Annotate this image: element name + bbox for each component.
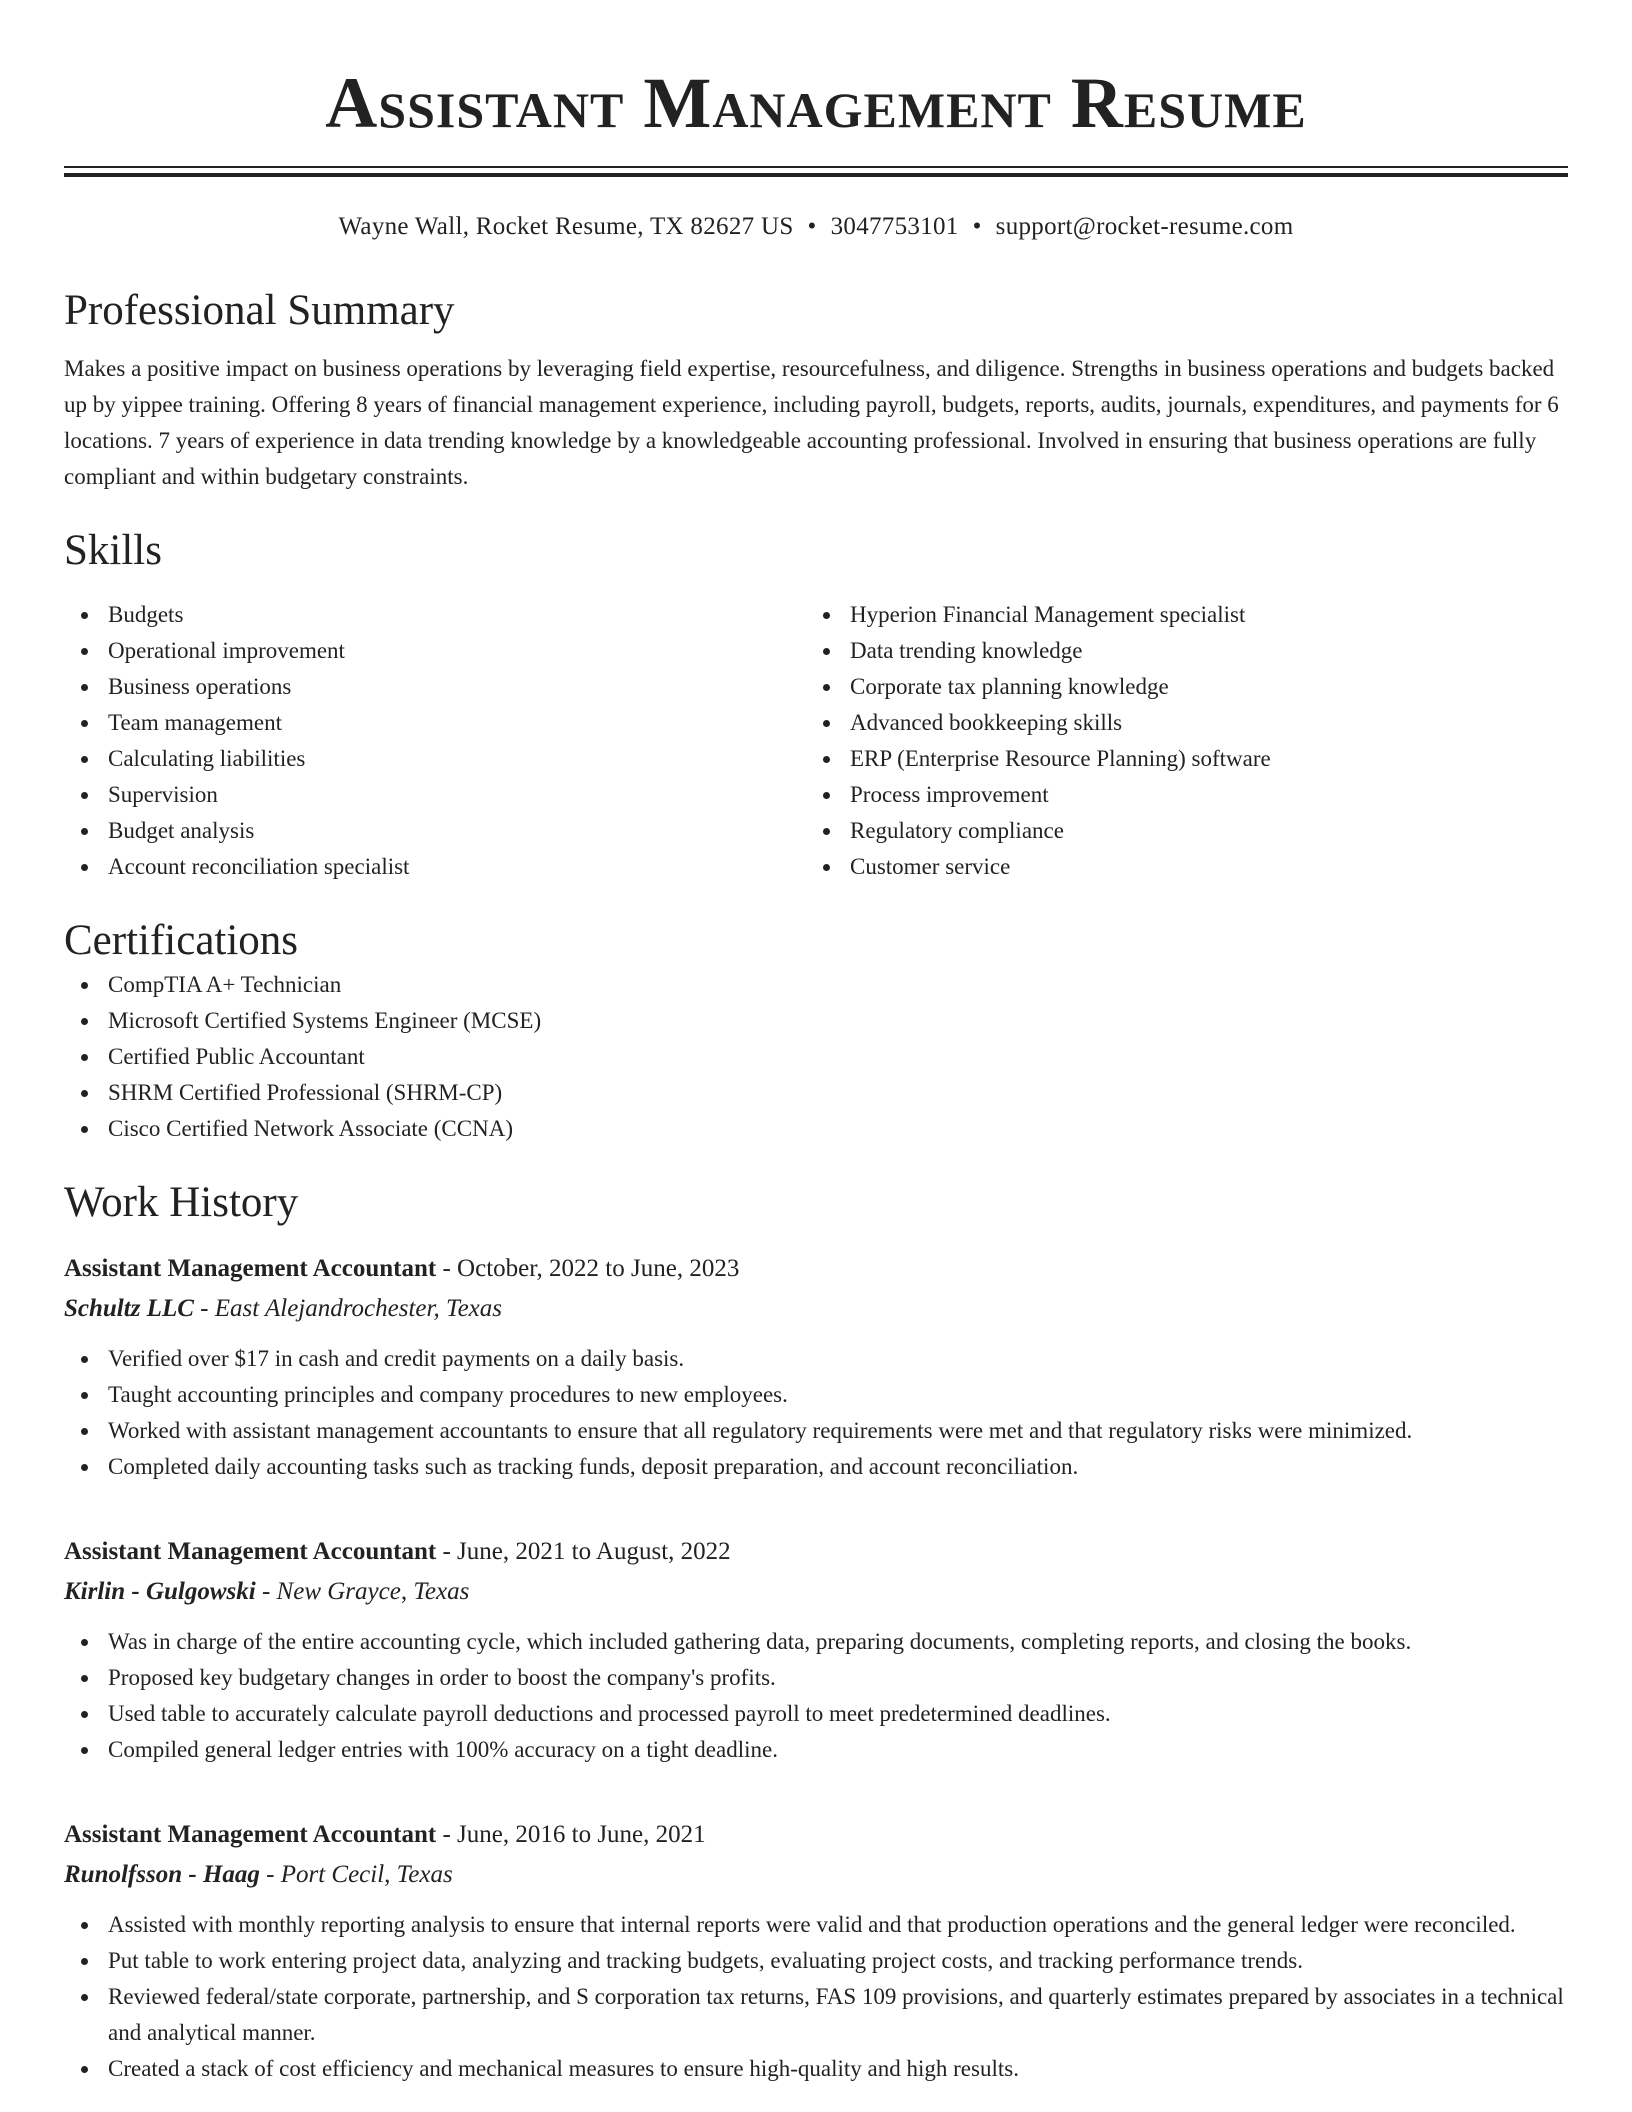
job-bullet: Put table to work entering project data, analyzing and tracking budgets, evaluating project costs, and tracking performance trends. bbox=[64, 1943, 1568, 1979]
skill-item: Process improvement bbox=[806, 777, 1548, 813]
skill-item: Team management bbox=[64, 705, 806, 741]
job-location: - Port Cecil, Texas bbox=[259, 1861, 453, 1888]
skill-item: ERP (Enterprise Resource Planning) software bbox=[806, 741, 1548, 777]
job-location: - East Alejandrochester, Texas bbox=[193, 1295, 502, 1322]
title-divider bbox=[64, 166, 1568, 177]
job-bullets bbox=[64, 1341, 1568, 1485]
contact-line bbox=[64, 209, 1568, 245]
job-bullet: Proposed key budgetary changes in order to boost the company's profits. bbox=[64, 1660, 1568, 1696]
contact-email: support@rocket-resume.com bbox=[995, 213, 1294, 240]
job-company-line bbox=[64, 1289, 1568, 1329]
job-bullet: Completed daily accounting tasks such as tracking funds, deposit preparation, and account reconciliation. bbox=[64, 1449, 1568, 1485]
certification-item: CompTIA A+ Technician bbox=[64, 967, 1568, 1003]
skill-item: Regulatory compliance bbox=[806, 813, 1548, 849]
job-bullet: Reviewed federal/state corporate, partnership, and S corporation tax returns, FAS 109 provisions, and quarterly estimates prepared by associates in a technical and analytical manner. bbox=[64, 1979, 1568, 2051]
job-bullet: Taught accounting principles and company procedures to new employees. bbox=[64, 1377, 1568, 1413]
contact-separator: • bbox=[807, 213, 817, 240]
skill-item: Hyperion Financial Management specialist bbox=[806, 597, 1548, 633]
summary-text: Makes a positive impact on business operations by leveraging field expertise, resourcefulness, and diligence. Strengths in business operations and budgets backed up by yippee training. Offering 8 years of financial management experience, including payroll, budgets, reports, audits, journals, expenditures, and payments for 6 locations. 7 years of experience in data trending knowledge by a knowledgeable accounting professional. Involved in ensuring that business operations are fully compliant and within budgetary constraints. bbox=[64, 356, 1559, 489]
certifications-list bbox=[64, 967, 1568, 1147]
skill-item: Supervision bbox=[64, 777, 806, 813]
job-title: Assistant Management Accountant bbox=[64, 1538, 437, 1565]
job-company-line bbox=[64, 1572, 1568, 1612]
contact-separator: • bbox=[972, 213, 982, 240]
work-history-heading: Work History bbox=[64, 1179, 299, 1226]
job-bullet: Compiled general ledger entries with 100% accuracy on a tight deadline. bbox=[64, 1732, 1568, 1768]
contact-address: Wayne Wall, Rocket Resume, TX 82627 US bbox=[338, 213, 794, 240]
job-dates: - October, 2022 to June, 2023 bbox=[436, 1255, 740, 1282]
job-title: Assistant Management Accountant bbox=[64, 1255, 437, 1282]
job-bullets bbox=[64, 1907, 1568, 2087]
skill-item: Customer service bbox=[806, 849, 1548, 885]
skill-item: Budgets bbox=[64, 597, 806, 633]
job-entry bbox=[64, 1815, 1568, 2087]
job-location: - New Grayce, Texas bbox=[255, 1578, 470, 1605]
job-entry bbox=[64, 1249, 1568, 1485]
contact-phone: 3047753101 bbox=[830, 213, 959, 240]
job-bullet: Created a stack of cost efficiency and mechanical measures to ensure high-quality and high results. bbox=[64, 2051, 1568, 2087]
job-dates: - June, 2016 to June, 2021 bbox=[436, 1821, 706, 1848]
job-bullets bbox=[64, 1624, 1568, 1768]
job-company: Schultz LLC bbox=[64, 1295, 194, 1322]
job-company-line bbox=[64, 1855, 1568, 1895]
job-dates: - June, 2021 to August, 2022 bbox=[436, 1538, 731, 1565]
job-company: Runolfsson - Haag bbox=[64, 1861, 260, 1888]
certification-item: Microsoft Certified Systems Engineer (MCSE) bbox=[64, 1003, 1568, 1039]
skill-item: Calculating liabilities bbox=[64, 741, 806, 777]
certification-item: Cisco Certified Network Associate (CCNA) bbox=[64, 1111, 1568, 1147]
job-bullet: Assisted with monthly reporting analysis to ensure that internal reports were valid and that production operations and the general ledger were reconciled. bbox=[64, 1907, 1568, 1943]
job-entry bbox=[64, 1532, 1568, 1768]
skills-heading: Skills bbox=[64, 527, 162, 574]
certification-item: Certified Public Accountant bbox=[64, 1039, 1568, 1075]
resume-page bbox=[64, 0, 1568, 2087]
job-title-line bbox=[64, 1532, 1568, 1572]
skills-grid bbox=[64, 597, 1568, 885]
skill-item: Advanced bookkeeping skills bbox=[806, 705, 1548, 741]
skills-column-left bbox=[64, 597, 806, 885]
skill-item: Budget analysis bbox=[64, 813, 806, 849]
job-title-line bbox=[64, 1249, 1568, 1289]
skill-item: Operational improvement bbox=[64, 633, 806, 669]
skills-column-right bbox=[806, 597, 1548, 885]
certification-item: SHRM Certified Professional (SHRM-CP) bbox=[64, 1075, 1568, 1111]
job-company: Kirlin - Gulgowski bbox=[64, 1578, 256, 1605]
summary-heading: Professional Summary bbox=[64, 287, 455, 334]
skill-item: Data trending knowledge bbox=[806, 633, 1548, 669]
skill-item: Business operations bbox=[64, 669, 806, 705]
skill-item: Account reconciliation specialist bbox=[64, 849, 806, 885]
job-bullet: Was in charge of the entire accounting cycle, which included gathering data, preparing documents, completing reports, and closing the books. bbox=[64, 1624, 1568, 1660]
job-title-line bbox=[64, 1815, 1568, 1855]
certifications-heading: Certifications bbox=[64, 917, 299, 964]
job-bullet: Worked with assistant management accountants to ensure that all regulatory requirements were met and that regulatory risks were minimized. bbox=[64, 1413, 1568, 1449]
job-bullet: Used table to accurately calculate payroll deductions and processed payroll to meet predetermined deadlines. bbox=[64, 1696, 1568, 1732]
document-title: Assistant Management Resume bbox=[325, 63, 1307, 143]
job-bullet: Verified over $17 in cash and credit payments on a daily basis. bbox=[64, 1341, 1568, 1377]
skill-item: Corporate tax planning knowledge bbox=[806, 669, 1548, 705]
job-title: Assistant Management Accountant bbox=[64, 1821, 437, 1848]
